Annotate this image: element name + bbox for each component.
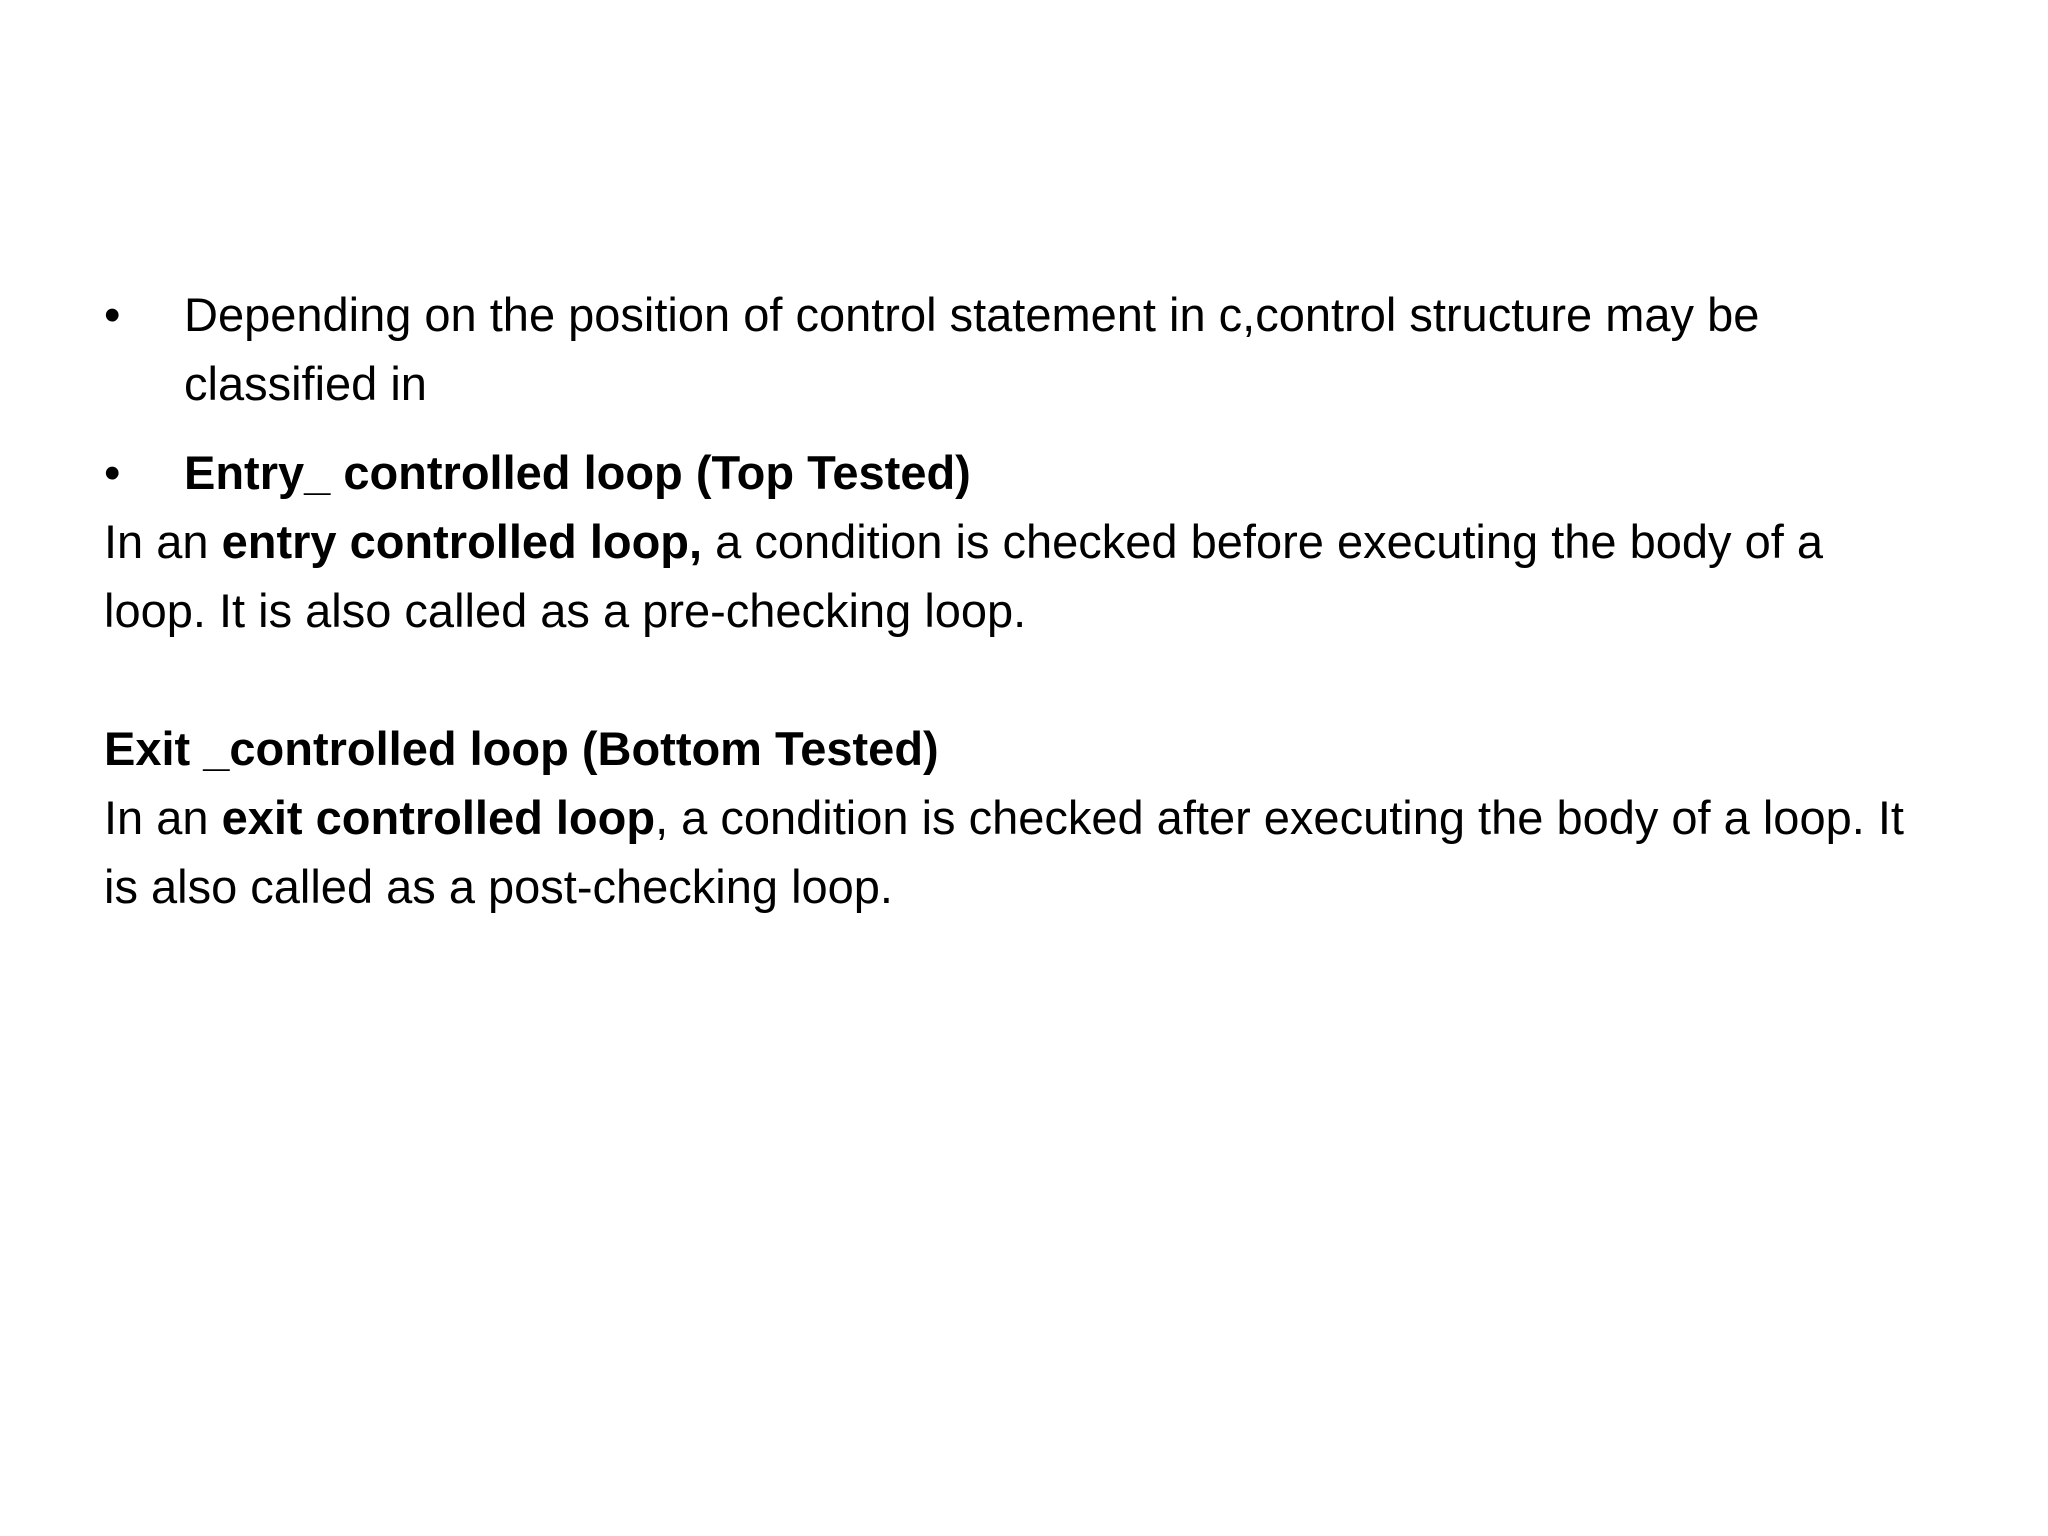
exit-paragraph-prefix: In an bbox=[104, 791, 222, 844]
bullet-item-classification bbox=[104, 280, 1924, 418]
entry-paragraph-prefix: In an bbox=[104, 515, 222, 568]
bullet-item-entry-heading bbox=[104, 438, 1924, 507]
exit-paragraph-rest: , a condition is checked after executing the body of a loop. It is also called as a post-checking loop. bbox=[104, 791, 1904, 913]
exit-paragraph-bold: exit controlled loop bbox=[221, 791, 656, 844]
slide-body bbox=[104, 280, 1924, 921]
bullet-icon: • bbox=[104, 288, 121, 341]
exit-heading bbox=[104, 714, 1924, 783]
entry-heading: Entry_ controlled loop (Top Tested) bbox=[184, 446, 971, 499]
entry-paragraph-bold: entry controlled loop, bbox=[221, 515, 703, 568]
exit-paragraph bbox=[104, 783, 1924, 921]
bullet-icon: • bbox=[104, 446, 121, 499]
entry-paragraph-rest: a condition is checked before executing the body of a loop. It is also called as a pre-checking loop. bbox=[104, 515, 1823, 637]
bullet-text: Depending on the position of control statement in c,control structure may be classified in bbox=[184, 288, 1760, 410]
exit-heading-text: Exit _controlled loop (Bottom Tested) bbox=[104, 722, 939, 775]
entry-paragraph bbox=[104, 507, 1924, 645]
